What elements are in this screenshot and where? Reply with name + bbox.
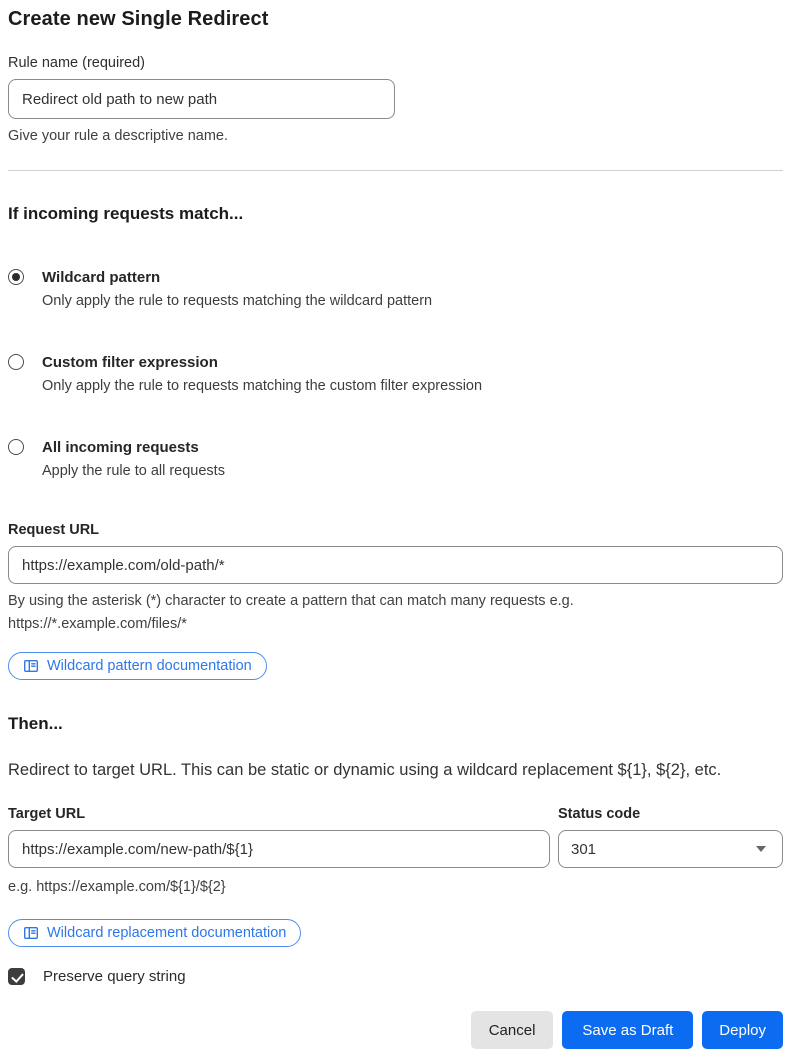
chevron-down-icon — [756, 846, 766, 852]
then-section-heading: Then... — [8, 714, 63, 733]
target-url-label: Target URL — [8, 806, 86, 822]
preserve-query-string-option[interactable] — [8, 968, 783, 985]
book-open-icon — [23, 658, 39, 674]
radio-option-label: All incoming requests — [42, 439, 199, 456]
doc-button-label: Wildcard replacement documentation — [47, 925, 287, 941]
radio-option-all-incoming-requests[interactable] — [8, 437, 783, 482]
section-divider — [8, 170, 783, 171]
doc-button-label: Wildcard pattern documentation — [47, 658, 252, 674]
rule-name-field — [8, 55, 783, 148]
page-title: Create new Single Redirect — [8, 8, 269, 30]
wildcard-replacement-documentation-button[interactable] — [8, 919, 301, 947]
target-url-input[interactable] — [8, 830, 550, 868]
radio-option-description: Only apply the rule to requests matching the custom filter expression — [42, 378, 483, 394]
radio-option-custom-filter-expression[interactable] — [8, 352, 783, 397]
request-url-help: By using the asterisk (*) character to create a pattern that can match many requests e.g. https://*.example.com/files/* — [8, 593, 574, 632]
status-code-selected-value: 301 — [571, 840, 597, 858]
deploy-button[interactable]: Deploy — [702, 1011, 783, 1049]
request-url-label: Request URL — [8, 522, 100, 538]
rule-name-input[interactable] — [8, 79, 395, 119]
radio-option-description: Apply the rule to all requests — [42, 463, 225, 479]
book-open-icon — [23, 925, 39, 941]
rule-name-help: Give your rule a descriptive name. — [8, 128, 229, 144]
radio-option-description: Only apply the rule to requests matching the wildcard pattern — [42, 293, 433, 309]
preserve-query-string-label: Preserve query string — [43, 968, 186, 985]
footer-actions — [8, 1011, 783, 1049]
radio-button-icon[interactable] — [8, 354, 24, 370]
rule-name-label: Rule name (required) — [8, 55, 146, 71]
cancel-button[interactable]: Cancel — [471, 1011, 554, 1049]
save-as-draft-button[interactable]: Save as Draft — [562, 1011, 693, 1049]
radio-button-icon[interactable] — [8, 269, 24, 285]
match-section-heading: If incoming requests match... — [8, 204, 244, 223]
radio-button-icon[interactable] — [8, 439, 24, 455]
request-url-field — [8, 522, 783, 636]
status-code-select[interactable] — [558, 830, 783, 868]
target-url-help: e.g. https://example.com/${1}/${2} — [8, 879, 226, 895]
radio-option-wildcard-pattern[interactable] — [8, 267, 783, 312]
request-url-input[interactable] — [8, 546, 783, 584]
checkbox-icon[interactable] — [8, 968, 25, 985]
wildcard-pattern-documentation-button[interactable] — [8, 652, 267, 680]
status-code-label: Status code — [558, 806, 641, 822]
radio-option-label: Custom filter expression — [42, 354, 218, 371]
radio-option-label: Wildcard pattern — [42, 269, 161, 286]
match-type-radio-group — [8, 267, 783, 482]
then-description: Redirect to target URL. This can be static or dynamic using a wildcard replacement ${1}, ${2}, etc. — [8, 761, 722, 779]
